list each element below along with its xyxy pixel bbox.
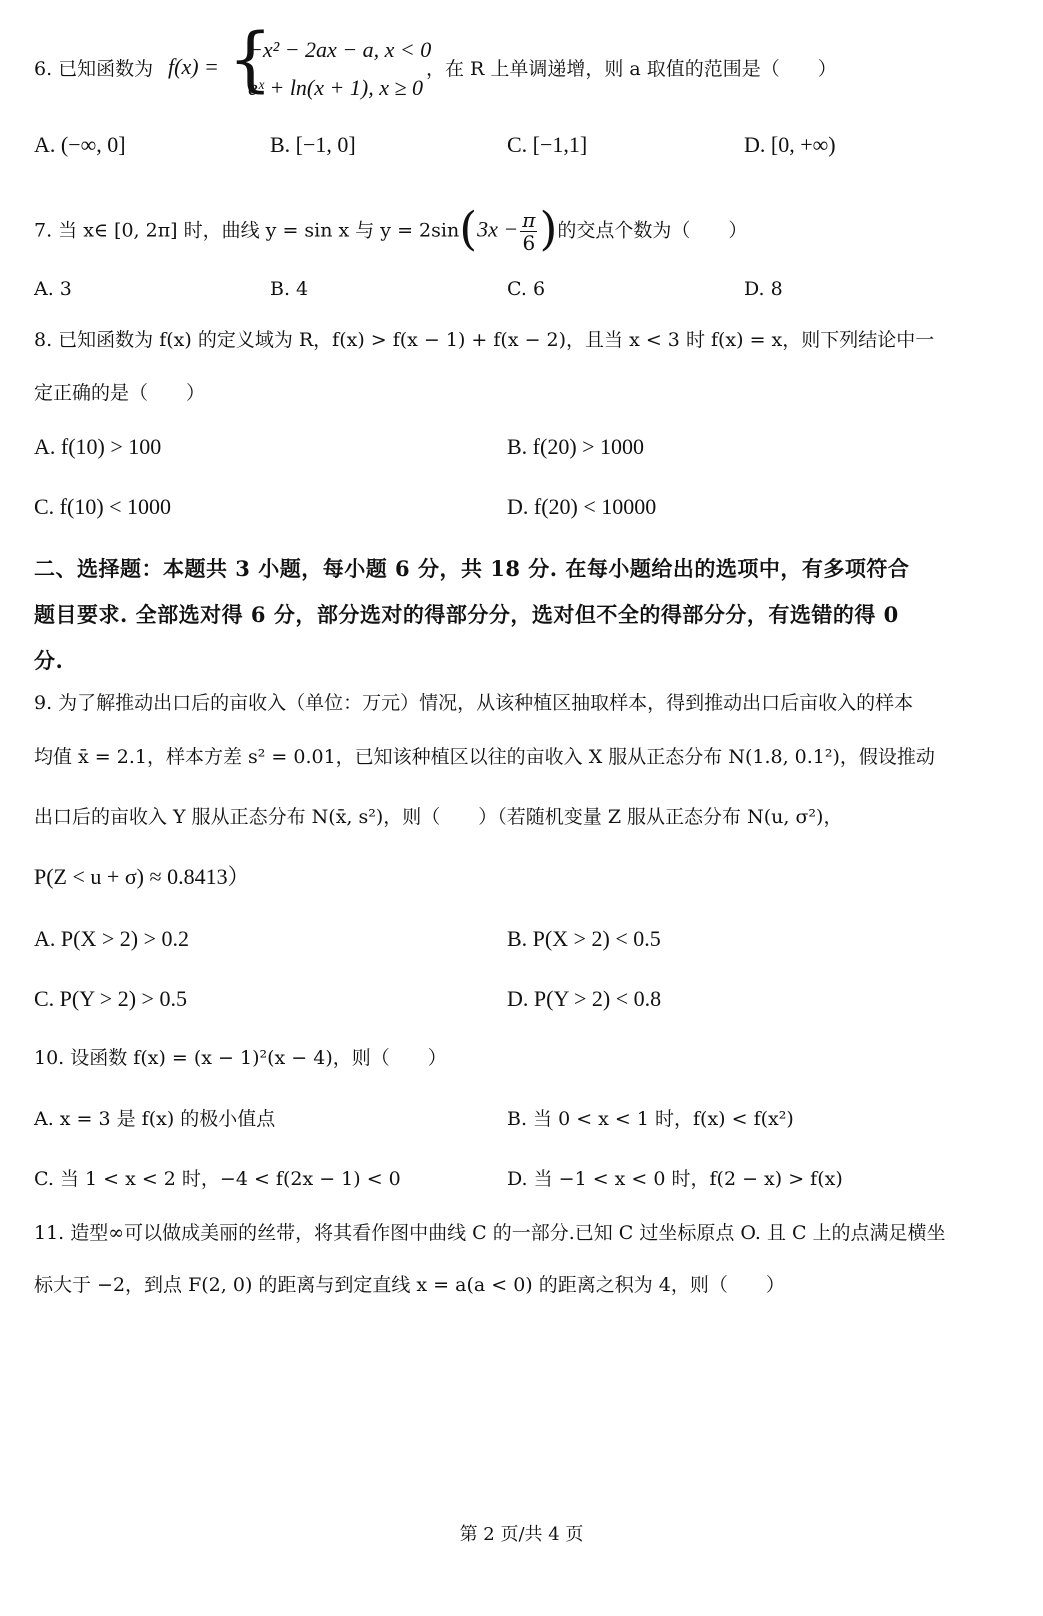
q6-option-a: A. (−∞, 0] bbox=[34, 132, 126, 157]
q10-option-d: D. 当 −1 < x < 0 时，f(2 − x) > f(x) bbox=[507, 1168, 843, 1190]
section2-line2: 题目要求. 全部选对得 6 分，部分选对的得部分分，选对但不全的得部分分，有选错的得 0 bbox=[34, 602, 899, 627]
q8-option-d: D. f(20) < 10000 bbox=[507, 494, 657, 519]
q8-option-b: B. f(20) > 1000 bbox=[507, 434, 645, 459]
q7-fraction bbox=[520, 209, 537, 254]
q7-frac-den: 6 bbox=[522, 231, 536, 255]
q9-option-d: D. P(Y > 2) < 0.8 bbox=[507, 986, 662, 1011]
q9-line2: 均值 x̄ = 2.1，样本方差 s² = 0.01，已知该种植区以往的亩收入 X 服从正态分布 N(1.8, 0.1²)，假设推动 bbox=[34, 746, 935, 768]
q9-option-a: A. P(X > 2) > 0.2 bbox=[34, 926, 189, 951]
q6-lead bbox=[34, 60, 153, 79]
q10-option-b: B. 当 0 < x < 1 时，f(x) < f(x²) bbox=[507, 1108, 794, 1130]
q7-stem bbox=[34, 201, 748, 256]
q7-option-b: B. 4 bbox=[270, 278, 309, 300]
q11-line1: 11. 造型∞可以做成美丽的丝带，将其看作图中曲线 C 的一部分.已知 C 过坐标原点 O. 且 C 上的点满足横坐 bbox=[34, 1222, 946, 1244]
q7-tail: 的交点个数为（ ） bbox=[557, 219, 748, 242]
section2-line3: 分. bbox=[34, 648, 64, 673]
q7-option-d: D. 8 bbox=[744, 278, 783, 300]
q10-option-c: C. 当 1 < x < 2 时，−4 < f(2x − 1) < 0 bbox=[34, 1168, 401, 1190]
q6-brace: { bbox=[228, 18, 273, 100]
q8-line2: 定正确的是（ ） bbox=[34, 382, 206, 404]
q7-right-paren: ) bbox=[539, 201, 558, 256]
q6-piece2: eˣ + ln(x + 1), x ≥ 0 bbox=[248, 75, 424, 100]
q6-option-c: C. [−1,1] bbox=[507, 132, 588, 157]
q8-option-a: A. f(10) > 100 bbox=[34, 434, 162, 459]
q7-option-c: C. 6 bbox=[507, 278, 546, 300]
q7-inner: 3x − bbox=[477, 216, 519, 242]
q6-tail: ，在 R 上单调递增，则 a 取值的范围是（ ） bbox=[426, 58, 837, 80]
q10-option-a: A. x = 3 是 f(x) 的极小值点 bbox=[34, 1108, 276, 1130]
q9-option-c: C. P(Y > 2) > 0.5 bbox=[34, 986, 187, 1011]
q6-fx: f(x) = bbox=[168, 54, 219, 79]
q6-lead-text: 6. 已知函数为 bbox=[34, 58, 154, 80]
q7-frac-num: π bbox=[522, 208, 536, 232]
page-footer: 第 2 页/共 4 页 bbox=[459, 1524, 584, 1545]
q10-lead: 10. 设函数 f(x) = (x − 1)²(x − 4)，则（ ） bbox=[34, 1047, 447, 1069]
q8-line1: 8. 已知函数为 f(x) 的定义域为 R，f(x) > f(x − 1) + f(x − 2)，且当 x < 3 时 f(x) = x，则下列结论中一 bbox=[34, 329, 935, 351]
q6-piece1: −x² − 2ax − a, x < 0 bbox=[248, 37, 432, 62]
q7-lead: 7. 当 x∈ [0, 2π] 时，曲线 y = sin x 与 y = 2sin bbox=[34, 219, 460, 242]
q7-option-a: A. 3 bbox=[34, 278, 72, 300]
q9-line4: P(Z < u + σ) ≈ 0.8413） bbox=[34, 864, 250, 889]
q9-line1: 9. 为了解推动出口后的亩收入（单位：万元）情况，从该种植区抽取样本，得到推动出口后亩收入的样本 bbox=[34, 692, 914, 714]
q11-line2: 标大于 −2，到点 F(2, 0) 的距离与到定直线 x = a(a < 0) 的距离之积为 4，则（ ） bbox=[34, 1274, 785, 1296]
q8-option-c: C. f(10) < 1000 bbox=[34, 494, 172, 519]
q9-option-b: B. P(X > 2) < 0.5 bbox=[507, 926, 661, 951]
section2-line1: 二、选择题：本题共 3 小题，每小题 6 分，共 18 分. 在每小题给出的选项中，有多项符合 bbox=[34, 556, 910, 581]
q9-line3: 出口后的亩收入 Y 服从正态分布 N(x̄, s²)，则（ ）（若随机变量 Z 服从正态分布 N(u, σ²)， bbox=[34, 806, 843, 828]
q7-left-paren: ( bbox=[459, 201, 478, 256]
q6-option-b: B. [−1, 0] bbox=[270, 132, 356, 157]
q6-option-d: D. [0, +∞) bbox=[744, 132, 836, 157]
